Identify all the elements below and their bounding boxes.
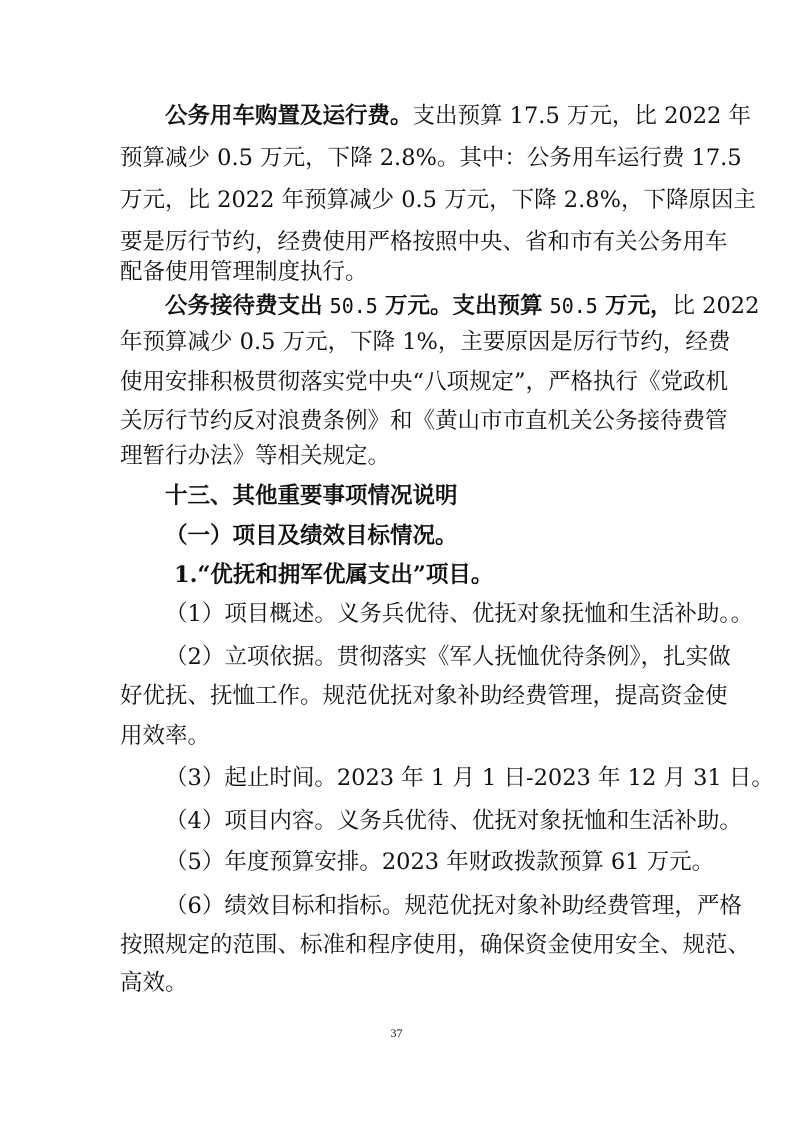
item-budget: （5）年度预算安排。2023 年财政拨款预算 61 万元。 bbox=[165, 849, 715, 875]
subsection-1-heading: （一）项目及绩效目标情况。 bbox=[165, 523, 458, 549]
car-para-line-4: 要是厉行节约，经费使用严格按照中央、省和市有关公务用车 bbox=[120, 229, 728, 255]
reception-amount: 50.5 bbox=[329, 294, 378, 318]
car-text: 支出预算 17.5 万元，比 2022 年 bbox=[412, 103, 751, 129]
reception-para-line-3: 使用安排积极贯彻落实党中央“八项规定”，严格执行《党政机 bbox=[120, 369, 729, 395]
reception-text: 比 2022 bbox=[672, 293, 760, 319]
item-basis-line-3: 用效率。 bbox=[120, 723, 211, 749]
item-overview: （1）项目概述。义务兵优待、优抚对象抚恤和生活补助。。 bbox=[165, 601, 754, 627]
reception-heading-2: 万元。支出预算 bbox=[385, 293, 543, 319]
item-targets-line-3: 高效。 bbox=[120, 970, 188, 996]
item-content: （4）项目内容。义务兵优待、优抚对象抚恤和生活补助。 bbox=[165, 808, 742, 834]
reception-budget-amount: 50.5 bbox=[549, 294, 598, 318]
item-targets-line-2: 按照规定的范围、标准和程序使用，确保资金使用安全、规范、 bbox=[120, 932, 751, 958]
reception-para-line-2: 年预算减少 0.5 万元，下降 1%，主要原因是厉行节约，经费 bbox=[120, 329, 731, 355]
page-number: 37 bbox=[390, 1026, 403, 1040]
reception-para-line-4: 关厉行节约反对浪费条例》和《黄山市市直机关公务接待费管 bbox=[120, 408, 728, 434]
item-1-heading: 1.“优抚和拥军优属支出”项目。 bbox=[174, 562, 494, 588]
section-13-heading: 十三、其他重要事项情况说明 bbox=[165, 483, 458, 509]
item-period: （3）起止时间。2023 年 1 月 1 日-2023 年 12 月 31 日。 bbox=[165, 765, 774, 791]
item-basis-line-2: 好优抚、抚恤工作。规范优抚对象补助经费管理，提高资金使 bbox=[120, 683, 728, 709]
car-para-line-1 bbox=[165, 101, 751, 131]
reception-heading-3: 万元， bbox=[605, 293, 673, 319]
car-heading: 公务用车购置及运行费。 bbox=[165, 103, 413, 129]
car-para-line-3: 万元，比 2022 年预算减少 0.5 万元，下降 2.8%，下降原因主 bbox=[120, 187, 756, 213]
reception-para-line-1 bbox=[165, 291, 760, 321]
car-para-line-2: 预算减少 0.5 万元，下降 2.8%。其中：公务用车运行费 17.5 bbox=[120, 145, 742, 171]
reception-heading: 公务接待费支出 bbox=[165, 293, 323, 319]
reception-para-line-5: 理暂行办法》等相关规定。 bbox=[120, 443, 391, 469]
item-targets-line-1: （6）绩效目标和指标。规范优抚对象补助经费管理，严格 bbox=[165, 893, 742, 919]
car-para-line-5: 配备使用管理制度执行。 bbox=[120, 259, 368, 285]
item-basis-line-1: （2）立项依据。贯彻落实《军人抚恤优待条例》，扎实做 bbox=[165, 644, 731, 670]
